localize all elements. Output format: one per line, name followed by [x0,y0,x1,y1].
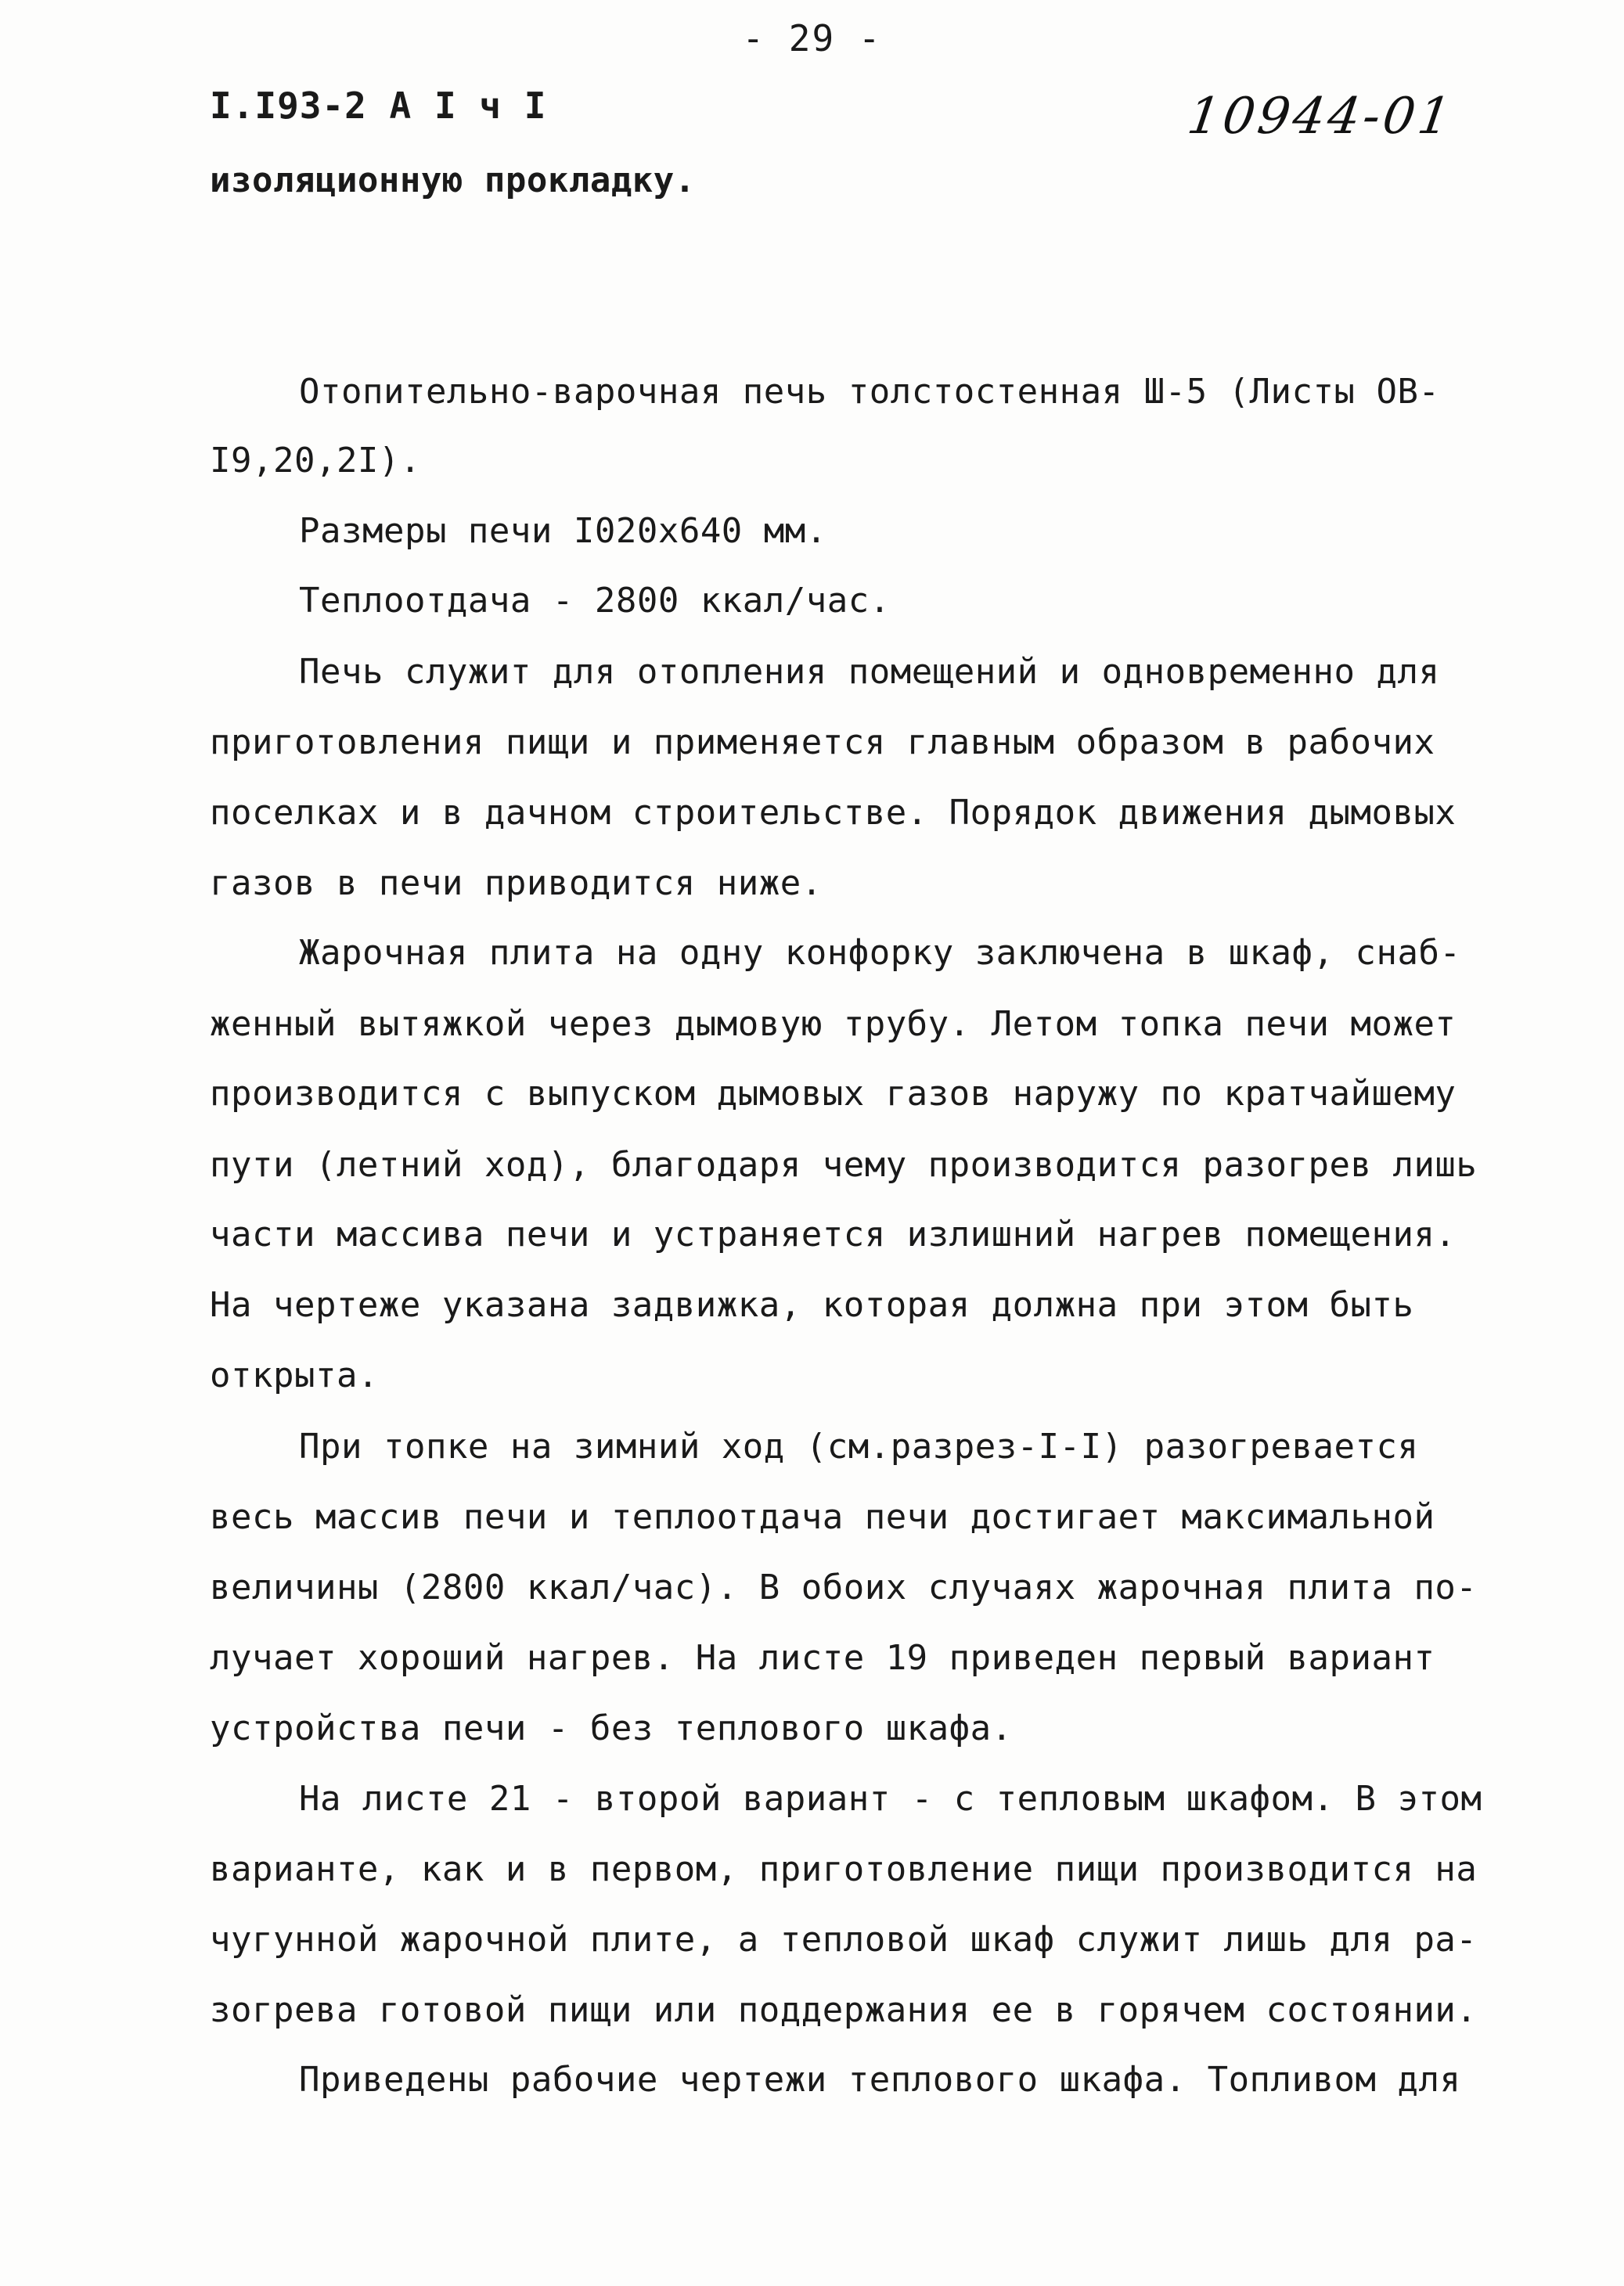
text-line: газов в печи приводится ниже. [210,863,823,903]
text-line: зогрева готовой пищи или поддержания ее в горячем состоянии. [210,1990,1478,2030]
text-line: Размеры печи I020х640 мм. [299,511,827,551]
text-line: лучает хороший нагрев. На листе 19 приведен первый вариант [210,1638,1435,1678]
text-line: варианте, как и в первом, приготовление пищи производится на [210,1849,1478,1889]
page-number: - 29 - [742,17,882,59]
text-line: женный вытяжкой через дымовую трубу. Летом топка печи может [210,1004,1457,1044]
text-line: Отопительно-варочная печь толстостенная Ш-5 (Листы ОВ- [299,372,1440,412]
text-line: При топке на зимний ход (см.разрез-I-I) разогревается [299,1427,1419,1467]
text-line: I9,20,2I). [210,441,421,481]
text-line: На чертеже указана задвижка, которая должна при этом быть [210,1285,1414,1325]
document-code: I.I93-2 А I ч I [210,85,547,127]
text-line: поселках и в дачном строительстве. Порядок движения дымовых [210,793,1457,833]
text-line: На листе 21 - второй вариант - с тепловым шкафом. В этом [299,1779,1482,1819]
text-line: производится с выпуском дымовых газов наружу по кратчайшему [210,1074,1457,1114]
text-line: приготовления пищи и применяется главным образом в рабочих [210,722,1435,762]
handwritten-inventory-number: 10944-01 [1183,88,1457,146]
continuation-line: изоляционную прокладку. [210,160,696,200]
text-line: открыта. [210,1355,379,1395]
text-line: Приведены рабочие чертежи теплового шкафа. Топливом для [299,2060,1461,2100]
text-line: Теплоотдача - 2800 ккал/час. [299,581,891,621]
text-line: чугунной жарочной плите, а тепловой шкаф служит лишь для ра- [210,1920,1478,1960]
text-line: величины (2800 ккал/час). В обоих случаях жарочная плита по- [210,1568,1478,1607]
text-line: Печь служит для отопления помещений и одновременно для [299,652,1440,692]
text-line: Жарочная плита на одну конфорку заключена в шкаф, снаб- [299,933,1461,973]
text-line: устройства печи - без теплового шкафа. [210,1708,1013,1748]
text-line: пути (летний ход), благодаря чему производится разогрев лишь [210,1145,1478,1185]
text-line: весь массив печи и теплоотдача печи достигает максимальной [210,1497,1435,1537]
text-line: части массива печи и устраняется излишний нагрев помещения. [210,1215,1457,1255]
